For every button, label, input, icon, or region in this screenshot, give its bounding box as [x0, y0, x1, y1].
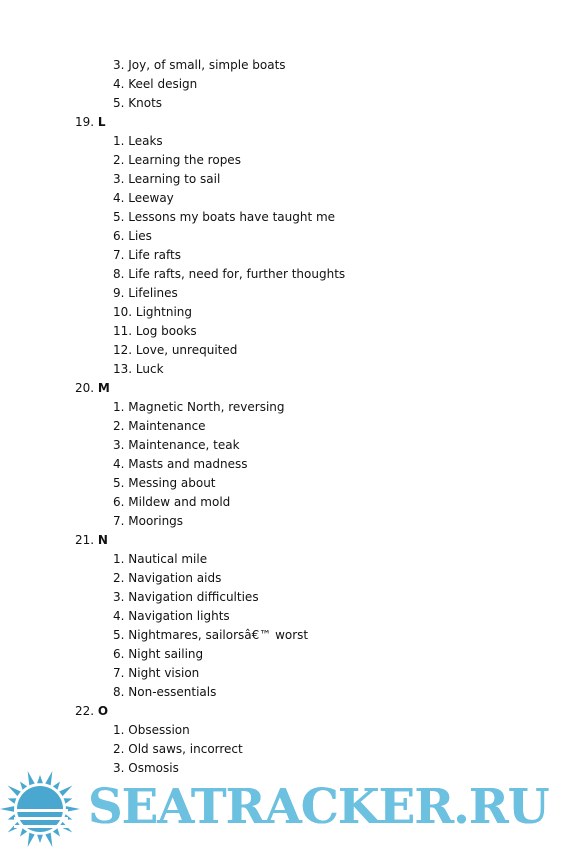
- list-item: 6. Lies: [113, 229, 152, 243]
- sun-ray: [64, 798, 73, 803]
- section-number: 22.: [75, 704, 98, 718]
- list-item: 3. Joy, of small, simple boats: [113, 58, 286, 72]
- watermark-text: SEATRACKER.RU: [88, 779, 549, 835]
- document-body: [0, 56, 566, 778]
- list-item: 3. Osmosis: [113, 761, 179, 775]
- list-item: 2. Maintenance: [113, 419, 206, 433]
- sun-ray: [45, 833, 52, 847]
- list-item: 2. Old saws, incorrect: [113, 742, 243, 756]
- sun-ray: [59, 786, 72, 797]
- section-number: 19.: [75, 115, 98, 129]
- section-heading: [0, 379, 566, 398]
- list-item: 2. Learning the ropes: [113, 153, 241, 167]
- section-heading: [0, 113, 566, 132]
- list-item: 3. Learning to sail: [113, 172, 221, 186]
- list-item: 4. Navigation lights: [113, 609, 230, 623]
- section-letter: M: [97, 381, 110, 395]
- list-item: 1. Nautical mile: [113, 552, 208, 566]
- sun-ray: [53, 782, 60, 790]
- list-item: 4. Keel design: [113, 77, 198, 91]
- list-item: 5. Knots: [113, 96, 163, 110]
- list-item: 7. Night vision: [113, 666, 200, 680]
- section-heading: [0, 531, 566, 550]
- list-item: 1. Magnetic North, reversing: [113, 400, 285, 414]
- list-item: 6. Night sailing: [113, 647, 204, 661]
- list-item: 11. Log books: [113, 324, 197, 338]
- section-number: 21.: [75, 533, 98, 547]
- list-item: 1. Obsession: [113, 723, 190, 737]
- sun-ray: [8, 786, 21, 797]
- list-item: 7. Life rafts: [113, 248, 181, 262]
- sun-ray: [20, 828, 27, 836]
- list-item: 2. Navigation aids: [113, 571, 222, 585]
- sun-ray: [45, 771, 52, 785]
- list-item: 4. Masts and madness: [113, 457, 248, 471]
- section-heading: [0, 702, 566, 721]
- sun-ray: [53, 828, 60, 836]
- list-item: 5. Lessons my boats have taught me: [113, 210, 336, 224]
- list-item: 5. Messing about: [113, 476, 216, 490]
- sun-ray: [28, 771, 35, 785]
- list-item: 7. Moorings: [113, 514, 184, 528]
- sun-wave-icon: [0, 767, 86, 849]
- list-item: 12. Love, unrequited: [113, 343, 238, 357]
- list-item: 8. Life rafts, need for, further thoughts: [113, 267, 346, 281]
- watermark: [0, 765, 566, 850]
- list-item: 6. Mildew and mold: [113, 495, 231, 509]
- list-item: 13. Luck: [113, 362, 164, 376]
- list-item: 9. Lifelines: [113, 286, 178, 300]
- list-item: 3. Maintenance, teak: [113, 438, 240, 452]
- sun-ray: [0, 806, 14, 812]
- list-item: 10. Lightning: [113, 305, 193, 319]
- sun-ray: [28, 833, 35, 847]
- section-letter: N: [97, 533, 108, 547]
- section-number: 20.: [75, 381, 98, 395]
- sun-ray: [8, 798, 17, 803]
- section-letter: O: [97, 704, 109, 718]
- sun-ray: [37, 775, 43, 783]
- section-letter: L: [97, 115, 106, 129]
- sun-ray: [20, 782, 27, 790]
- sun-ray: [37, 835, 43, 843]
- list-item: 1. Leaks: [113, 134, 163, 148]
- list-item: 4. Leeway: [113, 191, 174, 205]
- list-item: 8. Non-essentials: [113, 685, 217, 699]
- list-item: 5. Nightmares, sailorsâ€™ worst: [113, 628, 309, 642]
- list-item: 3. Navigation difficulties: [113, 590, 259, 604]
